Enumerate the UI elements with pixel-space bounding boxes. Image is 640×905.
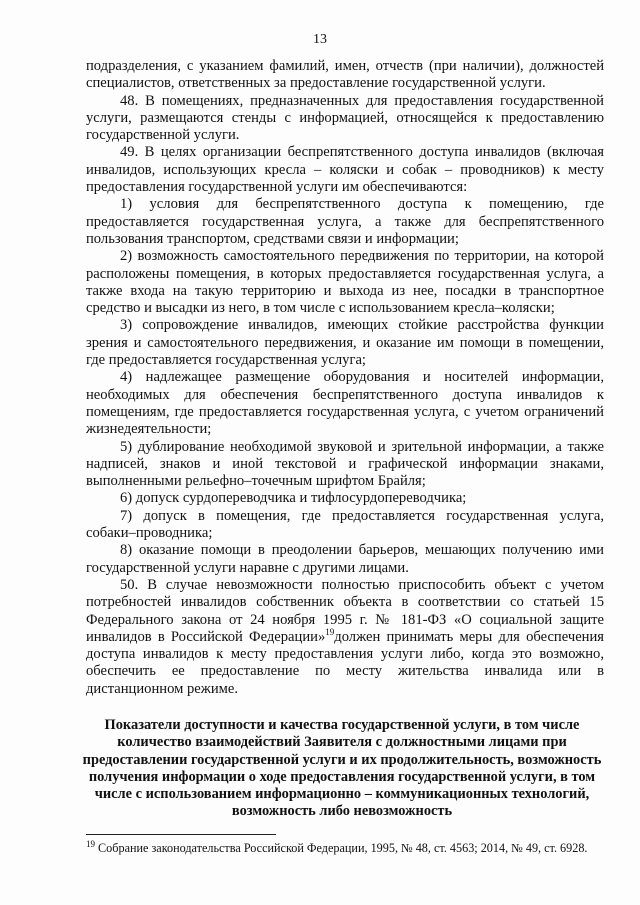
paragraph: 4) надлежащее размещение оборудования и носителей информации, необходимых для обеспечения беспрепятственного доступа инвалидов к помещениям, где предоставляется государственная услуга, с учетом ограничений жизнедеятельности;: [86, 369, 604, 438]
paragraph: 2) возможность самостоятельного передвижения по территории, на которой расположены помещения, в которых предоставляется государственная услуга, а также входа на такую территорию и выхода из нее, посадки в транспортное средство и высадки из него, в том числе с использованием кресла–коляски;: [86, 248, 604, 317]
paragraph-50-text: 50. В случае невозможности полностью приспособить объект с учетом потребностей инвалидов собственник объекта в соответствии со статьей 15 Федерального закона от 24 ноября 1995 г. № 181-ФЗ «О социальной защите инвалидов в Российской Федерации»: [86, 576, 604, 645]
paragraph-50: [86, 577, 604, 698]
paragraph: 49. В целях организации беспрепятственного доступа инвалидов (включая инвалидов, использующих кресла – коляски и собак – проводников) к месту предоставления государственной услуги им обеспечиваются:: [86, 144, 604, 196]
paragraph-50-continuation: должен принимать меры для обеспечения доступа инвалидов к месту предоставления услуги либо, когда это возможно, обеспечить ее предоставление по месту жительства инвалида или в дистанционном режиме.: [86, 628, 605, 697]
paragraph: 6) допуск сурдопереводчика и тифлосурдопереводчика;: [120, 490, 467, 507]
paragraph: 7) допуск в помещения, где предоставляется государственная услуга, собаки–проводника;: [86, 507, 604, 542]
page-number: 13: [313, 32, 327, 47]
paragraph: 8) оказание помощи в преодолении барьеров, мешающих получению ими государственной услуги наравне с другими лицами.: [86, 542, 604, 576]
paragraph: 1) условия для беспрепятственного доступа к помещению, где предоставляется государственная услуга, а также для беспрепятственного пользования транспортом, средствами связи и информации;: [86, 196, 604, 247]
section-heading: Показатели доступности и качества государственной услуги, в том числе количество взаимодействий Заявителя с должностными лицами при предоставлении государственной услуги и их продолжительность, возможность получения информации о ходе предоставления государственной услуги, в том числе с использованием информационно – коммуникационных технологий, возможность либо невозможность: [82, 717, 602, 820]
footnote-reference[interactable]: 19: [325, 626, 335, 637]
body-text: [86, 58, 604, 698]
footnote-separator: [86, 834, 276, 835]
paragraph: 3) сопровождение инвалидов, имеющих стойкие расстройства функции зрения и самостоятельного передвижения, и оказание им помощи в помещении, где предоставляется государственная услуга;: [86, 317, 604, 369]
footnote-number: 19: [86, 838, 95, 849]
paragraph: 5) дублирование необходимой звуковой и зрительной информации, а также надписей, знаков и иной текстовой и графической информации знаками, выполненными рельефно–точечным шрифтом Брайля;: [86, 438, 604, 490]
paragraph: 48. В помещениях, предназначенных для предоставления государственной услуги, размещаются стенды с информацией, относящейся к предоставлению государственной услуги.: [86, 92, 604, 144]
footnote-text: Собрание законодательства Российской Федерации, 1995, № 48, ст. 4563; 2014, № 49, ст. 6928.: [95, 841, 588, 855]
footnote: [86, 838, 604, 856]
paragraph: подразделения, с указанием фамилий, имен, отчеств (при наличии), должностей специалистов, ответственных за предоставление государственной услуги.: [86, 58, 604, 92]
